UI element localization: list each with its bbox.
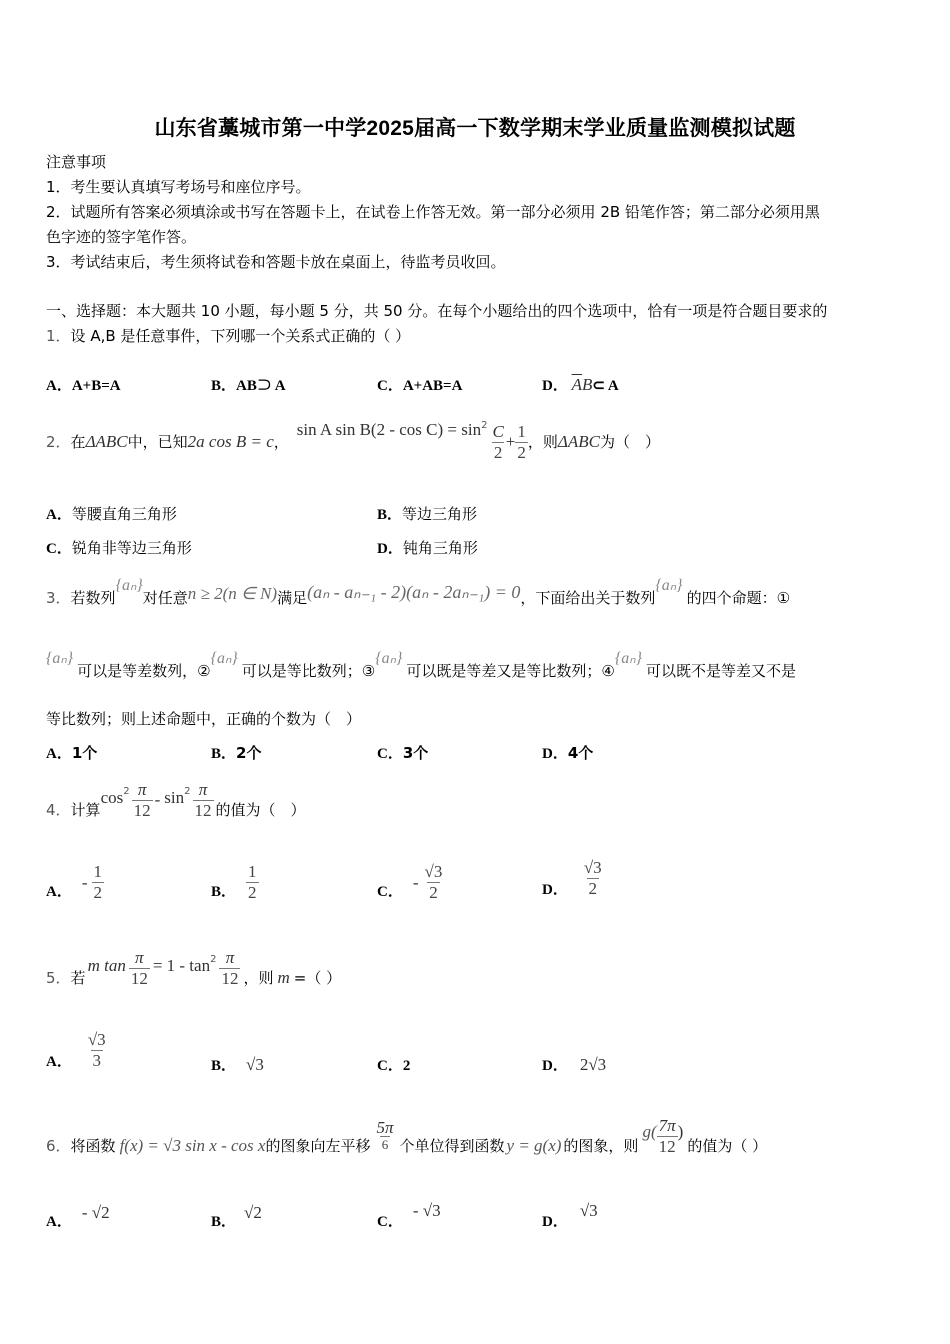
option-value: B: [581, 375, 593, 394]
option-b[interactable]: [211, 743, 261, 764]
page-title: 山东省藁城市第一中学2025届高一下数学期末学业质量监测模拟试题: [154, 117, 796, 140]
option-value: $\overline{A}$: [571, 375, 582, 394]
option-value: √3: [579, 1201, 598, 1220]
math-expr: {aₙ}: [46, 650, 74, 667]
option-value: √2: [244, 1203, 262, 1222]
question-5: [46, 944, 341, 992]
question-6: [46, 1112, 767, 1160]
notice-item: 2．试题所有答案必须填涂或书写在答题卡上，在试卷上作答无效。第一部分必须用 2B 铅笔作答；第二部分必须用黑: [46, 203, 820, 221]
option-value: 等边三角形: [402, 505, 478, 523]
option-value: 钝角三角形: [402, 539, 478, 557]
option-label: A．: [46, 1054, 72, 1070]
question-text: 对任意: [142, 589, 188, 607]
option-label: A．: [46, 378, 72, 394]
question-text: 个单位得到函数: [399, 1137, 505, 1155]
math-expr: g(: [642, 1122, 657, 1141]
math-expr: ΔABC: [85, 432, 128, 451]
option-b[interactable]: [377, 504, 477, 525]
option-c[interactable]: [377, 862, 444, 903]
fraction: $\frac{\pi}{12}$: [130, 947, 148, 988]
option-label: D．: [542, 882, 568, 898]
option-label: D．: [377, 541, 403, 557]
option-b[interactable]: [211, 862, 259, 903]
notice-item: 3．考试结束后，考生须将试卷和答题卡放在桌面上，待监考员收回。: [46, 253, 506, 271]
option-d[interactable]: [542, 743, 593, 764]
question-text: 的图象向左平移: [265, 1137, 371, 1155]
option-label: A．: [46, 1214, 72, 1230]
option-value: 4个: [567, 744, 594, 762]
option-b[interactable]: [211, 374, 286, 395]
question-number: 4．: [46, 801, 71, 819]
fraction: $\frac{5\pi}{6}$: [376, 1117, 394, 1152]
fraction: $\frac{\pi}{12}$: [194, 779, 212, 820]
math-expr: {aₙ}: [614, 650, 643, 667]
option-label: B．: [211, 1058, 237, 1074]
math-expr: 2: [481, 420, 488, 431]
math-expr: -: [154, 790, 161, 809]
option-label: C．: [377, 378, 403, 394]
option-value: 锐角非等边三角形: [71, 539, 192, 557]
option-value: 等腰直角三角形: [71, 505, 177, 523]
question-3-line2: [46, 645, 796, 681]
question-number: 5．: [46, 969, 71, 987]
question-number: 1．: [46, 327, 71, 345]
option-label: D．: [542, 746, 568, 762]
option-b[interactable]: [211, 1202, 262, 1230]
option-a[interactable]: [46, 374, 121, 395]
option-value: - √2: [81, 1203, 110, 1222]
fraction: $\frac{√3}{2}$: [583, 858, 602, 898]
question-text: 的四个命题：①: [686, 589, 791, 607]
math-expr: cos: [100, 788, 124, 807]
option-label: C．: [46, 541, 72, 557]
math-expr: {aₙ}: [210, 650, 238, 667]
fraction: $\frac{√3}{3}$: [87, 1030, 106, 1070]
question-text: 设 A,B 是任意事件，下列哪一个关系式正确的（ ）: [70, 327, 411, 345]
option-value: - √3: [412, 1201, 441, 1220]
math-expr: ΔABC: [557, 432, 600, 451]
option-value: 1个: [71, 744, 98, 762]
option-label: C．: [377, 1058, 403, 1074]
math-expr: 2: [184, 786, 191, 797]
option-c[interactable]: [377, 374, 462, 395]
question-text: 可以是等差数列，②: [77, 662, 211, 680]
math-expr: +: [505, 432, 516, 451]
option-c[interactable]: [377, 743, 428, 764]
question-1: [46, 326, 410, 346]
option-label: C．: [377, 746, 403, 762]
fraction: $\frac{7\pi}{12}$: [658, 1115, 676, 1156]
option-label: B．: [211, 1214, 237, 1230]
option-d[interactable]: [542, 1200, 598, 1230]
math-expr: {aₙ}: [655, 577, 683, 594]
question-text: ，则: [243, 969, 274, 987]
fraction: $\frac{√3}{2}$: [424, 862, 443, 902]
question-2: [46, 418, 660, 466]
fraction: $\frac{\pi}{12}$: [133, 779, 151, 820]
option-value: ⊂ A: [592, 378, 619, 394]
question-text: ，下面给出关于数列: [520, 589, 656, 607]
math-expr: 2: [210, 954, 217, 965]
math-expr: -: [81, 872, 88, 892]
question-3-line3: 等比数列；则上述命题中，正确的个数为（ ）: [46, 710, 362, 728]
option-label: C．: [377, 1214, 403, 1230]
option-label: B．: [211, 746, 237, 762]
math-expr: -: [412, 872, 419, 892]
option-a[interactable]: [46, 1202, 110, 1230]
question-text: 计算: [70, 801, 101, 819]
option-label: A．: [46, 507, 72, 523]
option-value: 2: [402, 1058, 411, 1074]
question-number: 6．: [46, 1137, 71, 1155]
option-value: 3个: [402, 744, 429, 762]
math-expr: 2a cos B = c: [187, 432, 274, 451]
option-c[interactable]: [46, 538, 192, 559]
option-label: D．: [542, 378, 568, 394]
notice-item: 1．考生要认真填写考场号和座位序号。: [46, 178, 311, 196]
option-value: A+B=A: [71, 378, 121, 394]
question-text: 可以既是等差又是等比数列；④: [406, 662, 615, 680]
math-expr: ): [677, 1122, 684, 1141]
section-heading: 一、选择题：本大题共 10 小题，每小题 5 分，共 50 分。在每个小题给出的四个选项中，恰有一项是符合题目要求的: [46, 302, 828, 320]
math-expr: 2: [123, 786, 130, 797]
notice-item: 色字迹的签字笔作答。: [46, 228, 197, 246]
question-text: ，: [273, 433, 289, 451]
option-d[interactable]: [542, 374, 619, 395]
option-label: B．: [377, 507, 403, 523]
math-expr: sin: [164, 788, 185, 807]
math-expr: {aₙ}: [115, 577, 143, 594]
option-value: AB⊃ A: [236, 378, 286, 394]
math-expr: sin A sin B(2 - cos C) = sin: [296, 420, 482, 439]
question-text: 的值为（ ）: [687, 1137, 768, 1155]
option-c[interactable]: [377, 1054, 410, 1075]
option-b[interactable]: [211, 1054, 264, 1075]
fraction: $\frac{\pi}{12}$: [221, 947, 239, 988]
option-value: √3: [246, 1055, 264, 1074]
math-expr: y = g(x): [506, 1136, 562, 1155]
question-text: 若数列: [70, 589, 116, 607]
option-a[interactable]: [46, 504, 177, 525]
option-d[interactable]: [542, 858, 604, 899]
option-d[interactable]: [542, 1054, 606, 1075]
option-label: B．: [211, 378, 237, 394]
option-label: C．: [377, 884, 403, 900]
math-expr: m tan: [87, 956, 126, 975]
question-text: 可以既不是等差又不是: [646, 662, 797, 680]
math-expr: f(x) = √3 sin x - cos x: [119, 1136, 266, 1155]
math-expr: n ≥ 2(n ∈ N): [187, 584, 278, 603]
fraction: $\frac{1}{2}$: [517, 421, 526, 462]
option-label: D．: [542, 1058, 568, 1074]
option-a[interactable]: [46, 862, 104, 903]
question-text: 的值为（ ）: [215, 801, 306, 819]
option-value: A+AB=A: [402, 378, 463, 394]
math-expr: {aₙ}: [375, 650, 403, 667]
option-a[interactable]: [46, 1030, 108, 1071]
question-4: [46, 776, 306, 824]
fraction: $\frac{C}{2}$: [492, 421, 504, 462]
option-c[interactable]: [377, 1200, 441, 1230]
option-a[interactable]: [46, 743, 97, 764]
question-text: 若: [70, 969, 86, 987]
question-number: 2．: [46, 433, 71, 451]
option-label: A．: [46, 746, 72, 762]
option-label: B．: [211, 884, 237, 900]
option-label: A．: [46, 884, 72, 900]
question-text: 在: [70, 433, 86, 451]
question-text: 可以是等比数列；③: [241, 662, 376, 680]
question-3: [46, 572, 790, 608]
math-expr: = 1 - tan: [152, 956, 211, 975]
question-text: 将函数: [70, 1137, 116, 1155]
fraction: $\frac{1}{2}$: [248, 862, 257, 902]
option-label: D．: [542, 1214, 568, 1230]
option-value: 2个: [236, 744, 262, 762]
notice-heading: 注意事项: [46, 153, 107, 171]
math-expr: (aₙ - aₙ₋₁ - 2)(aₙ - 2aₙ₋₁) = 0: [307, 582, 521, 602]
question-text: =（ ）: [293, 969, 342, 987]
option-d[interactable]: [377, 538, 478, 559]
question-number: 3．: [46, 589, 71, 607]
question-text: 的图象，则: [563, 1137, 639, 1155]
math-expr: m: [277, 968, 290, 987]
question-text: 满足: [277, 589, 308, 607]
question-text: 中，已知: [127, 433, 188, 451]
option-value: 2√3: [579, 1055, 607, 1074]
question-text: 为（ ）: [600, 433, 661, 451]
fraction: $\frac{1}{2}$: [93, 862, 103, 902]
question-text: ，则: [527, 433, 558, 451]
